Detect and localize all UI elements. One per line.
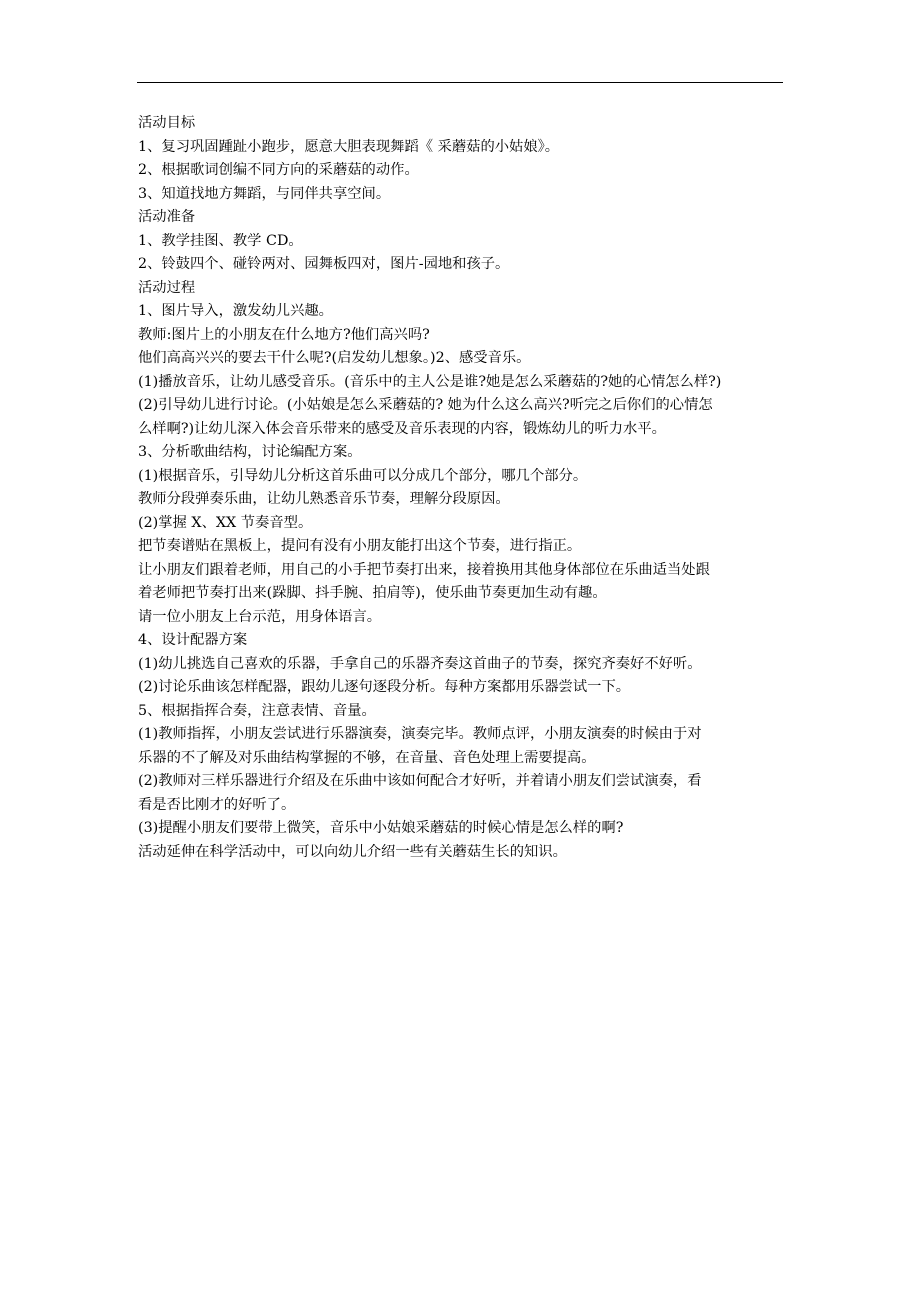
text-line: (1)根据音乐，引导幼儿分析这首乐曲可以分成几个部分，哪几个部分。 [138, 467, 588, 484]
text-line: 请一位小朋友上台示范，用身体语言。 [138, 608, 382, 625]
text-line: 着老师把节奏打出来(跺脚、抖手腕、拍肩等)，使乐曲节奏更加生动有趣。 [138, 585, 607, 601]
text-line: 1、教学挂图、教学 CD。 [138, 232, 303, 249]
text-line: 看是否比刚才的好听了。 [138, 796, 296, 813]
text-line: 教师分段弹奏乐曲，让幼儿熟悉音乐节奏，理解分段原因。 [138, 491, 510, 507]
document-body [138, 112, 786, 864]
text-line: (1)播放音乐，让幼儿感受音乐。(音乐中的主人公是谁?她是怎么采蘑菇的?她的心情怎么样?) [138, 373, 722, 390]
text-line: 么样啊?)让幼儿深入体会音乐带来的感受及音乐表现的内容，锻炼幼儿的听力水平。 [138, 420, 666, 437]
text-line: 把节奏谱贴在黑板上，提问有没有小朋友能打出这个节奏，进行指正。 [138, 538, 582, 554]
text-line: 1、复习巩固踵趾小跑步，愿意大胆表现舞蹈《 采蘑菇的小姑娘》。 [138, 138, 560, 155]
text-line: 2、根据歌词创编不同方向的采蘑菇的动作。 [138, 162, 419, 178]
text-line: 3、分析歌曲结构，讨论编配方案。 [138, 444, 362, 460]
text-line: 3、知道找地方舞蹈，与同伴共享空间。 [138, 185, 391, 202]
section-heading-process: 活动过程 [138, 279, 196, 296]
text-line: 4、设计配器方案 [138, 632, 248, 648]
text-line: (2)引导幼儿进行讨论。(小姑娘是怎么采蘑菇的? 她为什么这么高兴?听完之后你们的心情怎 [138, 397, 713, 413]
text-line: 2、铃鼓四个、碰铃两对、园舞板四对，图片-园地和孩子。 [138, 256, 510, 272]
text-line: 他们高高兴兴的要去干什么呢?(启发幼儿想象。)2、感受音乐。 [138, 350, 531, 366]
text-line: 让小朋友们跟着老师，用自己的小手把节奏打出来，接着换用其他身体部位在乐曲适当处跟 [138, 561, 710, 578]
text-line: 教师:图片上的小朋友在什么地方?他们高兴吗? [138, 326, 430, 343]
section-heading-preparation: 活动准备 [138, 209, 196, 225]
section-heading-extension: 活动延伸在科学活动中，可以向幼儿介绍一些有关蘑菇生长的知识。 [138, 843, 567, 860]
text-line: (2)教师对三样乐器进行介绍及在乐曲中该如何配合才好听，并着请小朋友们尝试演奏，看 [138, 773, 702, 789]
text-line: 1、图片导入，激发幼儿兴趣。 [138, 303, 333, 319]
header-rule [137, 82, 783, 83]
text-line: (3)提醒小朋友们要带上微笑，音乐中小姑娘采蘑菇的时候心情是怎么样的啊? [138, 820, 624, 836]
text-line: (2)掌握 X、XX 节奏音型。 [138, 514, 313, 531]
text-line: (2)讨论乐曲该怎样配器，跟幼儿逐句逐段分析。每种方案都用乐器尝试一下。 [138, 679, 631, 695]
section-heading-goals: 活动目标 [138, 115, 196, 131]
text-line: (1)幼儿挑选自己喜欢的乐器，手拿自己的乐器齐奏这首曲子的节奏，探究齐奏好不好听。 [138, 655, 702, 672]
text-line: 5、根据指挥合奏，注意表情、音量。 [138, 702, 376, 719]
text-line: 乐器的不了解及对乐曲结构掌握的不够，在音量、音色处理上需要提高。 [138, 749, 596, 766]
text-line: (1)教师指挥，小朋友尝试进行乐器演奏，演奏完毕。教师点评，小朋友演奏的时候由于对 [138, 726, 702, 742]
